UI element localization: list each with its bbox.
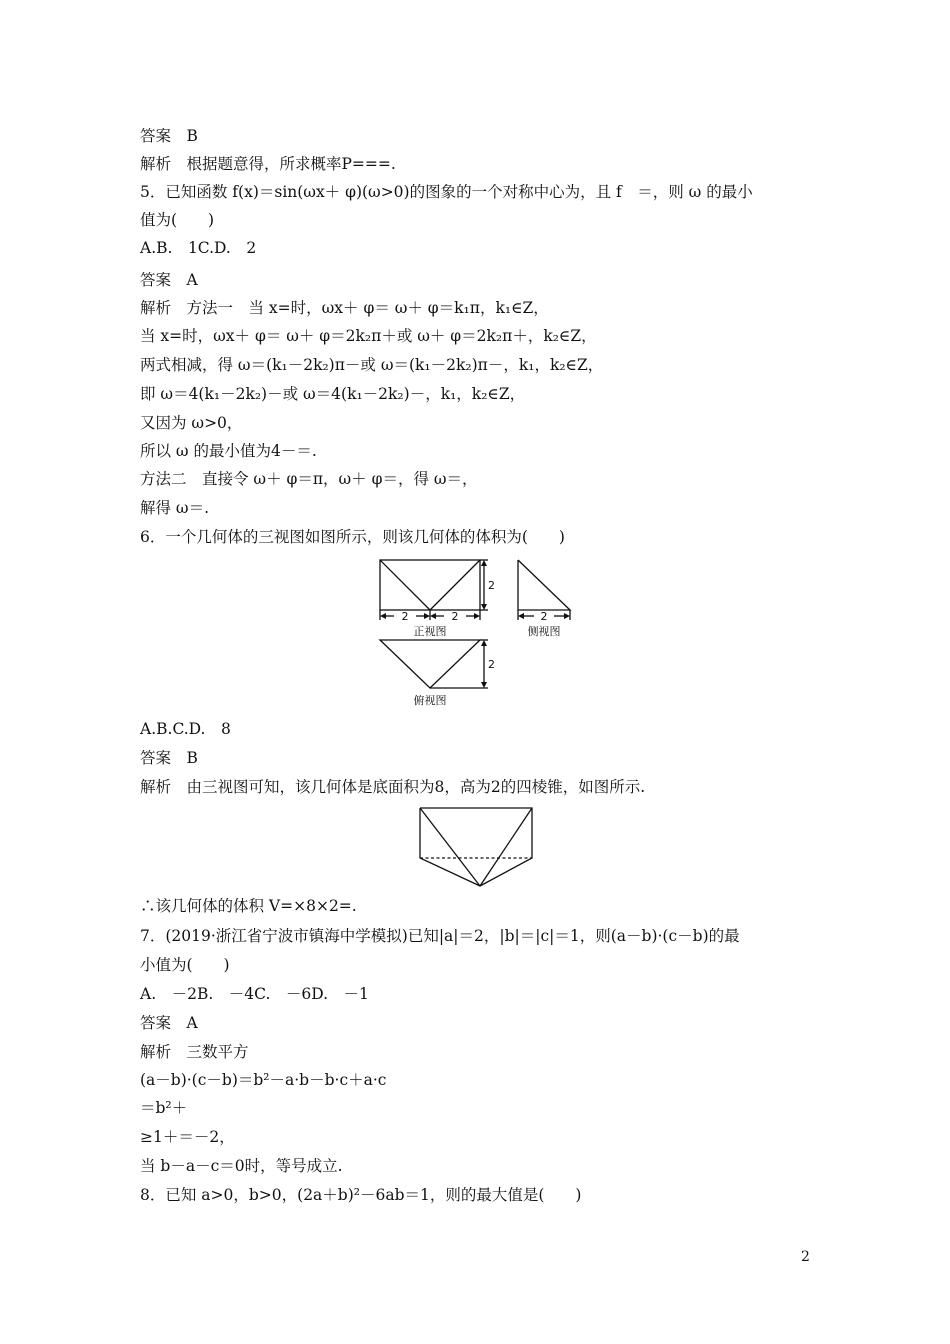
question-6: 6．一个几何体的三视图如图所示，则该几何体的体积为( ) — [140, 528, 565, 546]
front-view-caption: 正视图 — [413, 625, 447, 638]
answer-5: 答案 A — [140, 271, 198, 289]
analysis-5-line-5: 又因为 ω>0， — [140, 414, 243, 432]
side-view-caption: 侧视图 — [527, 625, 561, 638]
analysis-6: 解析 由三视图可知，该几何体是底面积为8，高为2的四棱锥，如图所示. — [140, 778, 646, 796]
analysis-5-line-2: 当 x=时，ωx＋ φ＝ ω＋ φ＝2k₂π＋或 ω＋ φ＝2k₂π＋，k₂∈Z， — [140, 327, 597, 345]
analysis-5-line-7: 方法二 直接令 ω＋ φ＝π，ω＋ φ＝，得 ω＝， — [140, 470, 478, 488]
analysis-7-line-2: (a－b)·(c－b)＝b²－a·b－b·c＋a·c — [140, 1071, 387, 1089]
question-5-options: A.B. 1C.D. 2 — [140, 239, 257, 257]
question-7-line-1: 7．(2019·浙江省宁波市镇海中学模拟)已知|a|＝2，|b|＝|c|＝1，则(a－b)·(c－b)的最 — [140, 927, 740, 945]
analysis-5-line-4: 即 ω＝4(k₁－2k₂)－或 ω＝4(k₁－2k₂)－，k₁，k₂∈Z， — [140, 385, 526, 403]
answer-7: 答案 A — [140, 1014, 198, 1032]
question-5-line-2: 值为( ) — [140, 211, 215, 229]
analysis-4: 解析 根据题意得，所求概率P===. — [140, 155, 396, 173]
question-6-options: A.B.C.D. 8 — [140, 720, 231, 738]
pyramid-figure — [418, 806, 538, 888]
side-dim-width: 2 — [540, 610, 548, 623]
question-7-options: A. －2B. －4C. －6D. －1 — [140, 985, 369, 1003]
analysis-5-line-1: 解析 方法一 当 x=时，ωx＋ φ＝ ω＋ φ＝k₁π，k₁∈Z， — [140, 299, 549, 317]
front-dim-width-left: 2 — [401, 610, 409, 623]
three-view-figure — [370, 556, 585, 708]
page-number: 2 — [801, 1249, 810, 1265]
answer-4: 答案 B — [140, 127, 198, 145]
question-7-line-2: 小值为( ) — [140, 956, 230, 974]
analysis-5-line-3: 两式相减，得 ω＝(k₁－2k₂)π－或 ω＝(k₁－2k₂)π－，k₁，k₂∈Z， — [140, 356, 604, 374]
question-8: 8．已知 a>0，b>0，(2a＋b)²－6ab＝1，则的最大值是( ) — [140, 1186, 582, 1204]
front-dim-width-right: 2 — [451, 610, 459, 623]
analysis-5-line-6: 所以 ω 的最小值为4－＝. — [140, 442, 317, 460]
top-view-caption: 俯视图 — [413, 694, 447, 707]
question-5-line-1: 5．已知函数 f(x)＝sin(ωx＋ φ)(ω>0)的图象的一个对称中心为，且 f ＝，则 ω 的最小 — [140, 183, 753, 201]
front-dim-height: 2 — [488, 579, 495, 592]
analysis-7-line-1: 解析 三数平方 — [140, 1043, 249, 1061]
analysis-7-line-4: ≥1＋＝－2， — [140, 1128, 235, 1146]
top-dim-height: 2 — [488, 658, 495, 671]
analysis-7-line-3: ＝b²＋ — [140, 1099, 188, 1117]
analysis-5-line-8: 解得 ω＝. — [140, 499, 209, 517]
volume-result: ∴该几何体的体积 V=×8×2=. — [140, 897, 357, 915]
analysis-7-line-5: 当 b－a－c＝0时，等号成立. — [140, 1157, 343, 1175]
answer-6: 答案 B — [140, 749, 198, 767]
